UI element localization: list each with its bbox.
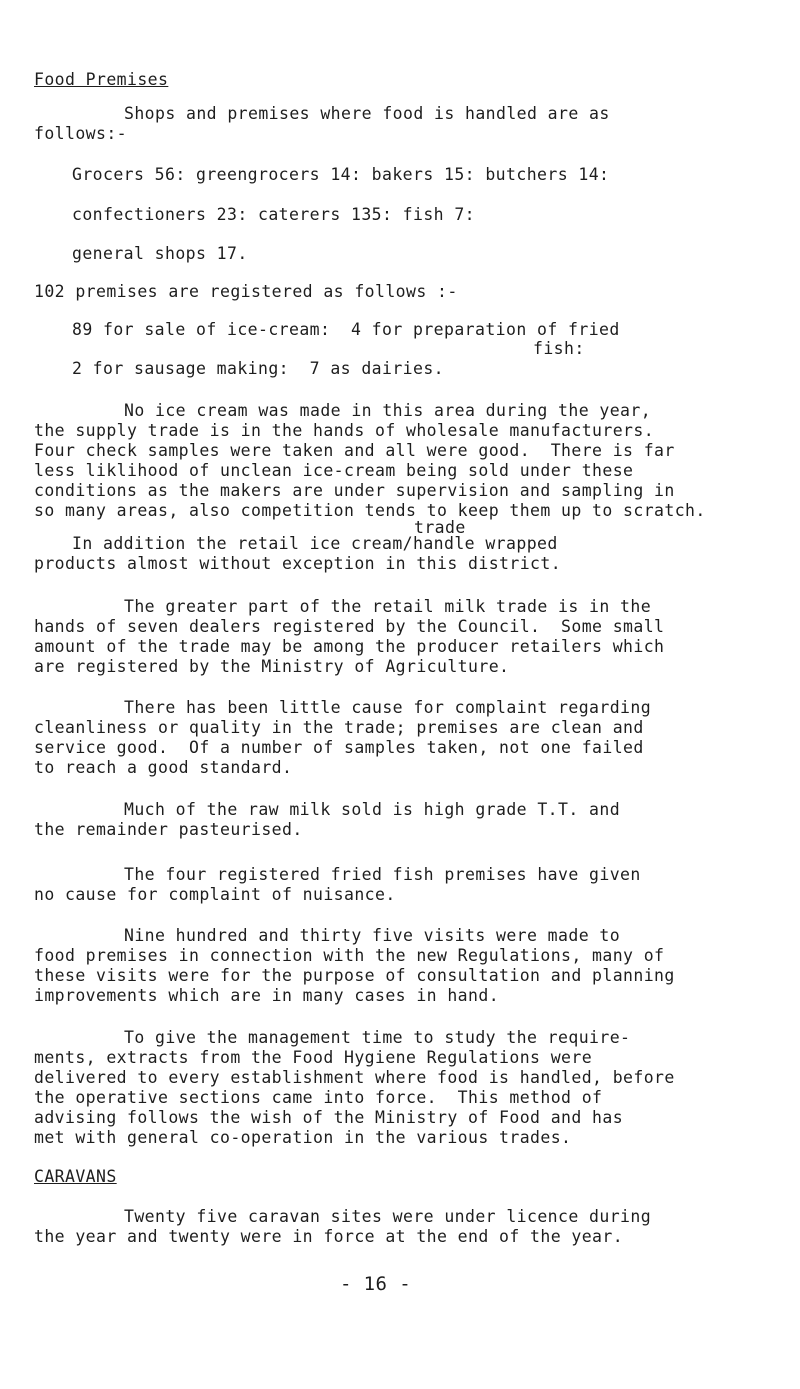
management-paragraph-line: delivered to every establishment where food is handled, before [34,1068,675,1087]
intro-line: Shops and premises where food is handled are as [124,104,610,123]
registered-line: 89 for sale of ice-cream: 4 for preparation of fried [72,320,620,339]
ice-cream-insertion: trade [414,518,466,537]
page-number: - 16 - [340,1273,412,1295]
milk-paragraph-line: are registered by the Ministry of Agriculture. [34,657,510,676]
registered-intro: 102 premises are registered as follows :- [34,282,458,301]
heading-caravans: CARAVANS [34,1167,117,1186]
visits-paragraph-line: these visits were for the purpose of consultation and planning [34,966,675,985]
management-paragraph-line: the operative sections came into force. This method of [34,1088,603,1107]
ice-cream-paragraph-line: products almost without exception in this district. [34,554,562,573]
management-paragraph-line: met with general co-operation in the various trades. [34,1128,572,1147]
management-paragraph-line: advising follows the wish of the Ministry of Food and has [34,1108,624,1127]
visits-paragraph-line: improvements which are in many cases in hand. [34,986,500,1005]
premises-count-line: general shops 17. [72,244,248,263]
ice-cream-paragraph-line: the supply trade is in the hands of wholesale manufacturers. [34,421,655,440]
complaint-paragraph-line: to reach a good standard. [34,758,293,777]
registered-line: 2 for sausage making: 7 as dairies. [72,359,445,378]
registered-line: fish: [533,339,585,358]
intro-line: follows:- [34,124,128,143]
milk-paragraph-line: hands of seven dealers registered by the Council. Some small [34,617,665,636]
ice-cream-paragraph-line: so many areas, also competition tends to keep them up to scratch. [34,501,706,520]
ice-cream-paragraph-line: less liklihood of unclean ice-cream being sold under these [34,461,634,480]
milk-paragraph-line: amount of the trade may be among the producer retailers which [34,637,665,656]
caravans-paragraph-line: the year and twenty were in force at the end of the year. [34,1227,624,1246]
complaint-paragraph-line: There has been little cause for complaint regarding [124,698,652,717]
complaint-paragraph-line: cleanliness or quality in the trade; premises are clean and [34,718,644,737]
caravans-paragraph-line: Twenty five caravan sites were under licence during [124,1207,652,1226]
heading-food-premises: Food Premises [34,70,169,89]
raw-milk-paragraph-line: the remainder pasteurised. [34,820,303,839]
premises-count-line: Grocers 56: greengrocers 14: bakers 15: butchers 14: [72,165,610,184]
premises-count-line: confectioners 23: caterers 135: fish 7: [72,205,476,224]
visits-paragraph-line: food premises in connection with the new Regulations, many of [34,946,665,965]
fried-fish-paragraph-line: The four registered fried fish premises have given [124,865,641,884]
milk-paragraph-line: The greater part of the retail milk trade is in the [124,597,652,616]
complaint-paragraph-line: service good. Of a number of samples taken, not one failed [34,738,644,757]
ice-cream-paragraph-line: Four check samples were taken and all were good. There is far [34,441,675,460]
management-paragraph-line: ments, extracts from the Food Hygiene Regulations were [34,1048,593,1067]
ice-cream-paragraph-line: No ice cream was made in this area during the year, [124,401,652,420]
ice-cream-paragraph-line: In addition the retail ice cream/handle wrapped [72,534,558,553]
management-paragraph-line: To give the management time to study the require- [124,1028,631,1047]
ice-cream-paragraph-line: conditions as the makers are under supervision and sampling in [34,481,675,500]
fried-fish-paragraph-line: no cause for complaint of nuisance. [34,885,396,904]
raw-milk-paragraph-line: Much of the raw milk sold is high grade T.T. and [124,800,621,819]
visits-paragraph-line: Nine hundred and thirty five visits were made to [124,926,621,945]
